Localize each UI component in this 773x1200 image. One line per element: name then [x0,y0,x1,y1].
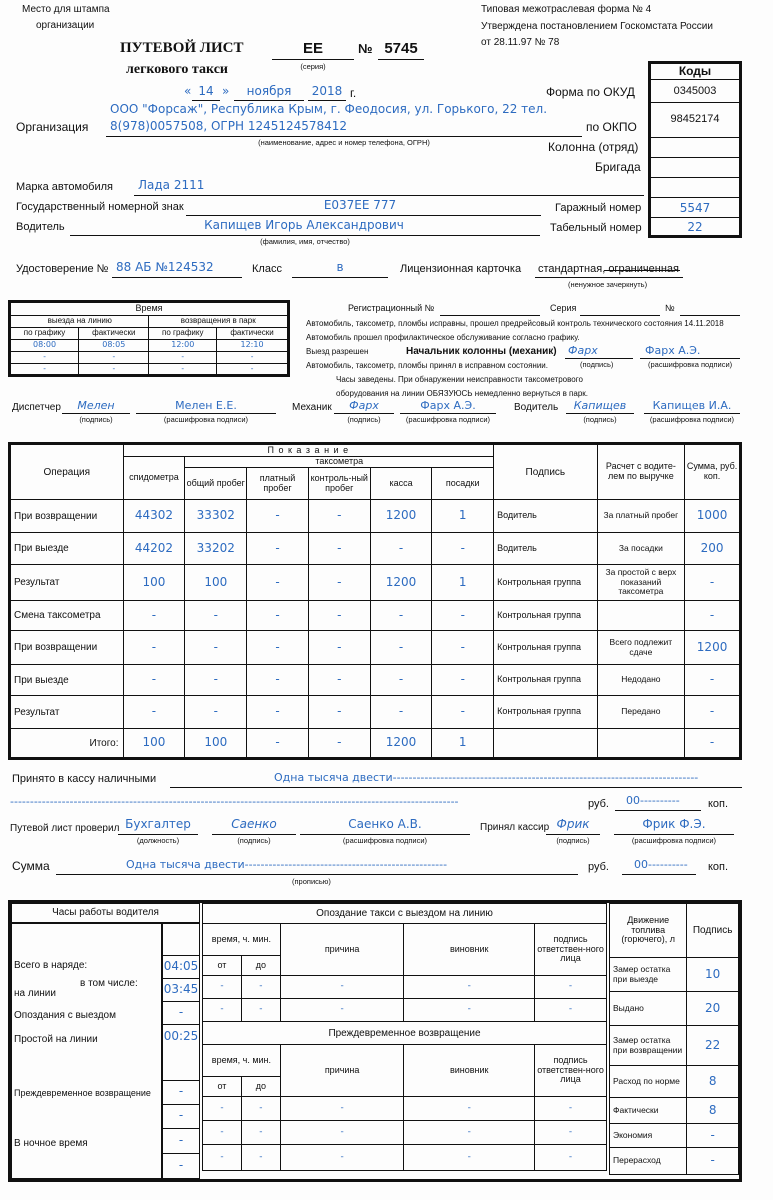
early-cell: - [203,1121,242,1145]
reading-cell: - [247,565,309,601]
brand-label: Марка автомобиля [16,181,114,193]
hours-early-1: - [178,1084,184,1098]
reading-cell: - [123,665,185,696]
hours-night-2: - [178,1158,184,1172]
plate-label: Государственный номерной знак [16,201,184,213]
stamp-label: Место для штампа [22,4,110,15]
sum-rub-label: руб. [588,861,609,873]
row-operation: При возвращении [10,631,124,665]
row-operation: Смена таксометра [10,601,124,631]
early-cell: - [203,1145,242,1171]
time-return: возвращения в парк [149,316,289,328]
reading-cell: - [123,601,185,631]
late-cell: - [203,999,242,1022]
total-cell: 100 [185,729,247,759]
fuel-value: 10 [687,958,739,992]
series-caption: (серия) [300,62,326,71]
h-paid: платный пробег [247,468,309,500]
brand-value: Лада 2111 [138,178,205,192]
cashier-sign: Фрик [556,817,590,831]
date-day: 14 [198,84,214,98]
reading-cell: 100 [185,565,247,601]
hours-idle: 00:25 [163,1029,199,1043]
dispatcher-name: Мелен Е.Е. [175,399,237,412]
time-cell: - [79,364,149,376]
h-calc: Расчет с водите-лем по выручке [597,444,685,500]
fuel-label: Расход по норме [610,1066,687,1098]
row-sign: Контрольная группа [494,631,598,665]
check-sign-caption: (подпись) [237,836,271,845]
row-sign: Водитель [494,533,598,565]
hours-night-1: - [178,1133,184,1147]
late-cell: - [535,976,607,999]
doc-title: ПУТЕВОЙ ЛИСТ [120,40,244,56]
time-cell: - [79,352,149,364]
reg-text-5: оборудования на линии ОБЯЗУЮСЬ немедленно вернуться в парк. [336,389,588,398]
reading-cell: - [247,601,309,631]
reading-cell: - [247,500,309,533]
reading-cell: 33202 [185,533,247,565]
fuel-value: - [687,1148,739,1175]
mechanic-label: Механик [292,402,332,413]
fuel-value: 8 [687,1098,739,1124]
early-title: Преждевременное возвращение [203,1022,607,1045]
hours-night-label: В ночное время [14,1138,88,1149]
hours-late: - [178,1005,184,1019]
fuel-table [609,903,739,1175]
reading-cell: - [308,696,370,729]
org-caption: (наименование, адрес и номер телефона, ОГРН) [258,138,430,147]
early-cell: - [241,1145,280,1171]
early-cell: - [280,1145,404,1171]
reg-series-label: Серия [550,303,577,313]
cash-label: Принято в кассу наличными [12,773,157,785]
sig-driver-label: Водитель [514,402,559,413]
total-cell: 100 [123,729,185,759]
reg-text-4: Часы заведены. При обнаружении неисправности таксометрового [336,375,583,384]
readings-table [8,442,742,760]
sum-label: Сумма [12,859,50,873]
h-control: контроль-ный пробег [308,468,370,500]
driver-name: Капищев И.А. [652,399,732,412]
reading-cell: 33302 [185,500,247,533]
total-cell: - [247,729,309,759]
row-sum: - [685,565,741,601]
brigade-label: Бригада [595,160,641,174]
card-value: стандартная, ограниченная [538,263,679,275]
reading-cell: - [370,601,432,631]
reading-cell: - [432,631,494,665]
license-value: 88 АБ №124532 [116,260,214,274]
cashier-label: Принял кассир [480,822,550,833]
hours-early-2: - [178,1108,184,1122]
doc-subtitle: легкового такси [126,62,228,77]
row-sum: 1200 [685,631,741,665]
late-cell: - [203,976,242,999]
time-table [8,300,290,377]
hours-incl-label: в том числе: [80,978,138,989]
late-cell: - [280,999,404,1022]
stamp-label-2: организации [36,20,95,31]
late-cell: - [241,976,280,999]
check-sign: Саенко [231,817,277,831]
reading-cell: - [370,665,432,696]
reading-cell: - [185,601,247,631]
h-sign: Подпись [494,444,598,500]
doc-number: 5745 [384,40,418,57]
date-year: 2018 [311,84,343,98]
reg-label: Регистрационный № [348,303,435,313]
early-time-h: время, ч. мин. [203,1045,281,1077]
row-calc: За посадки [597,533,685,565]
fuel-label: Замер остатка при выезде [610,958,687,992]
reading-cell: 100 [123,565,185,601]
dispatcher-label: Диспетчер [12,402,61,413]
early-resp: подпись ответствен-ного лица [535,1045,607,1097]
driver-caption: (фамилия, имя, отчество) [260,237,350,246]
row-calc: За простой с верх показаний таксометра [597,565,685,601]
card-label: Лицензионная карточка [400,263,522,275]
allowed-label: Выезд разрешен [306,347,369,356]
driver-value: Капищев Игорь Александрович [204,218,404,232]
total-cell: 1200 [370,729,432,759]
row-calc: Всего подлежит сдаче [597,631,685,665]
early-cell: - [404,1145,535,1171]
reading-cell: - [308,565,370,601]
fuel-label: Экономия [610,1124,687,1148]
late-culprit: виновник [404,924,535,976]
mechanic-decode-caption: (расшифровка подписи) [405,415,491,424]
time-departure: выезда на линию [10,316,149,328]
late-cell: - [404,976,535,999]
class-value: в [336,260,344,274]
plate-value: Е037ЕЕ 777 [323,198,397,212]
early-cell: - [404,1121,535,1145]
column-label: Колонна (отряд) [548,140,639,154]
driver-decode-caption: (расшифровка подписи) [649,415,735,424]
early-to: до [241,1077,280,1097]
late-from: от [203,956,242,976]
late-cell: - [404,999,535,1022]
time-cell: 08:00 [10,340,79,352]
row-sum: - [685,601,741,631]
time-title: Время [10,302,289,316]
reading-cell: - [308,631,370,665]
early-cell: - [535,1121,607,1145]
late-time-h: время, ч. мин. [203,924,281,956]
early-cell: - [203,1097,242,1121]
reading-cell: - [432,601,494,631]
fuel-value: 20 [687,992,739,1026]
sum-value: Одна тысяча двести--------------------------------------------------- [126,858,448,871]
sum-kop-label: коп. [708,861,729,873]
form-approved: Утверждена постановлением Госкомстата России [481,21,713,32]
reading-cell: 1200 [370,565,432,601]
time-cell: - [10,364,79,376]
early-cell: - [280,1121,404,1145]
okud-value: 0345003 [673,85,717,97]
fuel-sign-header: Подпись [687,904,739,958]
total-sum: - [685,729,741,759]
total-cell: - [308,729,370,759]
early-cell: - [241,1121,280,1145]
reading-cell: - [370,696,432,729]
h-operation: Операция [10,444,124,500]
sum-kop: 00---------- [634,858,688,871]
reading-cell: - [185,665,247,696]
reading-cell: 44302 [123,500,185,533]
driver-sign-caption: (подпись) [583,415,617,424]
garage-label: Гаражный номер [555,202,642,214]
reading-cell: - [123,696,185,729]
reading-cell: - [185,631,247,665]
reading-cell: - [247,533,309,565]
dispatcher-sign-caption: (подпись) [79,415,113,424]
date-open: « [184,84,192,98]
row-operation: Результат [10,565,124,601]
late-cell: - [280,976,404,999]
hours-late-label: Опоздания с выездом [14,1010,116,1021]
dispatcher-sign: Мелен [77,399,115,412]
fuel-title: Движение топлива (горючего), л [610,904,687,958]
h-speedo: спидометра [123,457,185,500]
late-resp: подпись ответствен-ного лица [535,924,607,976]
reading-cell: - [123,631,185,665]
early-culprit: виновник [404,1045,535,1097]
driver-label: Водитель [16,221,65,233]
mechanic-sign: Фарх [349,399,379,412]
driver-sign: Капищев [573,399,627,412]
allowed-decode-caption: (расшифровка подписи) [648,360,733,369]
early-from: от [203,1077,242,1097]
hours-early-label: Преждевременное возвращение [14,1088,151,1098]
hours-total-label: Всего в наряде: [14,960,88,971]
fuel-label: Замер остатка при возвращении [610,1026,687,1066]
time-cell: 08:05 [79,340,149,352]
row-sign: Контрольная группа [494,665,598,696]
row-operation: При выезде [10,533,124,565]
time-cell: 12:10 [217,340,289,352]
reading-cell: - [247,696,309,729]
h-taximeter: таксометра [185,457,494,468]
reading-cell: - [308,601,370,631]
fuel-value: 8 [687,1066,739,1098]
reg-num-label: № [665,303,675,313]
check-role-caption: (должность) [136,836,180,845]
fact-2: фактически [217,328,289,340]
row-sign: Контрольная группа [494,601,598,631]
fuel-value: - [687,1124,739,1148]
cash-kop-label: коп. [708,798,729,810]
row-sum: 1000 [685,500,741,533]
tab-label: Табельный номер [550,222,642,234]
sum-caption: (прописью) [292,877,331,886]
codes-header: Коды [648,61,742,80]
date-close: » [222,84,230,98]
reading-cell: - [308,665,370,696]
reading-cell: - [247,665,309,696]
row-calc [597,601,685,631]
h-total: общий пробег [185,468,247,500]
doc-series: ЕЕ [302,40,323,57]
row-operation: При выезде [10,665,124,696]
card-caption: (ненужное зачеркнуть) [568,280,648,289]
org-value-2: 8(978)0057508, ОГРН 1245124578412 [110,119,348,133]
hours-line-label: на линии [14,988,56,999]
reading-cell: 44202 [123,533,185,565]
garage-value: 5547 [679,201,711,215]
reading-cell: - [432,665,494,696]
org-label: Организация [16,120,89,134]
check-label: Путевой лист проверил [10,823,120,834]
time-cell: - [217,364,289,376]
row-calc: Недодано [597,665,685,696]
late-title: Опоздание такси с выездом на линию [203,904,607,924]
early-reason: причина [280,1045,404,1097]
hours-idle-label: Простой на линии [14,1034,98,1045]
time-cell: - [10,352,79,364]
check-name: Саенко А.В. [348,817,422,831]
reading-cell: 1 [432,565,494,601]
row-calc: Передано [597,696,685,729]
allowed-role: Начальник колонны (механик) [406,346,557,357]
row-operation: Результат [10,696,124,729]
row-sign: Контрольная группа [494,565,598,601]
late-cell: - [241,999,280,1022]
mechanic-sign-caption: (подпись) [347,415,381,424]
early-cell: - [280,1097,404,1121]
row-calc: За платный пробег [597,500,685,533]
cashier-decode-caption: (расшифровка подписи) [631,836,717,845]
tab-value: 22 [687,220,703,234]
check-decode-caption: (расшифровка подписи) [342,836,428,845]
total-cell: 1 [432,729,494,759]
early-cell: - [241,1097,280,1121]
license-label: Удостоверение № [16,263,109,275]
reading-cell: - [308,500,370,533]
row-sign: Контрольная группа [494,696,598,729]
fuel-label: Фактически [610,1098,687,1124]
form-type: Типовая межотраслевая форма № 4 [481,4,652,15]
okpo-label: по ОКПО [586,120,637,134]
check-role: Бухгалтер [125,817,191,831]
hours-total: 04:05 [163,959,199,973]
h-cash: касса [370,468,432,500]
class-label: Класс [252,263,282,275]
dispatcher-decode-caption: (расшифровка подписи) [163,415,249,424]
h-sum: Сумма, руб. коп. [685,444,741,500]
cashier-sign-caption: (подпись) [556,836,590,845]
late-to: до [241,956,280,976]
row-sum: - [685,696,741,729]
cash-kop: 00---------- [626,794,680,807]
date-month: ноября [246,84,292,98]
early-cell: - [535,1097,607,1121]
time-cell: 12:00 [149,340,217,352]
reading-cell: - [370,631,432,665]
late-reason: причина [280,924,404,976]
number-label: № [358,41,373,56]
row-operation: При возвращении [10,500,124,533]
reading-cell: - [432,533,494,565]
time-cell: - [149,364,217,376]
fuel-label: Перерасход [610,1148,687,1175]
okud-label: Форма по ОКУД [546,85,635,99]
cash-value: Одна тысяча двести----------------------------------------------------------------------------- [274,771,699,784]
cashier-name: Фрик Ф.Э. [642,817,706,831]
reg-text-3: Автомобиль, таксометр, пломбы принял в исправном состоянии. [306,361,548,370]
early-cell: - [404,1097,535,1121]
reg-text-2: Автомобиль прошел профилактическое обслуживание согласно графику. [306,333,580,342]
row-sign: Водитель [494,500,598,533]
org-value-1: ООО "Форсаж", Республика Крым, г. Феодосия, ул. Горького, 22 тел. [110,102,548,116]
row-sum: 200 [685,533,741,565]
total-label: Итого: [10,729,124,759]
plan-2: по графику [149,328,217,340]
time-cell: - [149,352,217,364]
h-landings: посадки [432,468,494,500]
reading-cell: - [185,696,247,729]
reg-text-1: Автомобиль, таксометр, пломбы исправны, прошел предрейсовый контроль технического состояния 14.11.2018 [306,319,724,328]
allowed-name: Фарх А.Э. [645,344,701,357]
reading-cell: 1200 [370,500,432,533]
fuel-value: 22 [687,1026,739,1066]
reading-cell: - [247,631,309,665]
hours-title: Часы работы водителя [52,907,159,918]
time-cell: - [217,352,289,364]
hours-line: 03:45 [163,982,199,996]
h-readings: П о к а з а н и е [123,444,494,457]
plan-1: по графику [10,328,79,340]
cash-rub-label: руб. [588,798,609,810]
allowed-sign: Фарх [568,344,598,357]
fuel-label: Выдано [610,992,687,1026]
early-cell: - [535,1145,607,1171]
okpo-value: 98452174 [670,113,720,125]
row-sum: - [685,665,741,696]
fact-1: фактически [79,328,149,340]
reading-cell: - [308,533,370,565]
reading-cell: - [370,533,432,565]
late-cell: - [535,999,607,1022]
form-approved-date: от 28.11.97 № 78 [481,37,560,48]
late-table [202,903,607,1171]
date-year-suffix: г. [350,86,357,100]
allowed-sign-caption: (подпись) [580,360,614,369]
mechanic-name: Фарх А.Э. [420,399,476,412]
reading-cell: 1 [432,500,494,533]
cash-line-2: ----------------------------------------------------------------------------------------------------------------- [10,796,459,808]
reading-cell: - [432,696,494,729]
